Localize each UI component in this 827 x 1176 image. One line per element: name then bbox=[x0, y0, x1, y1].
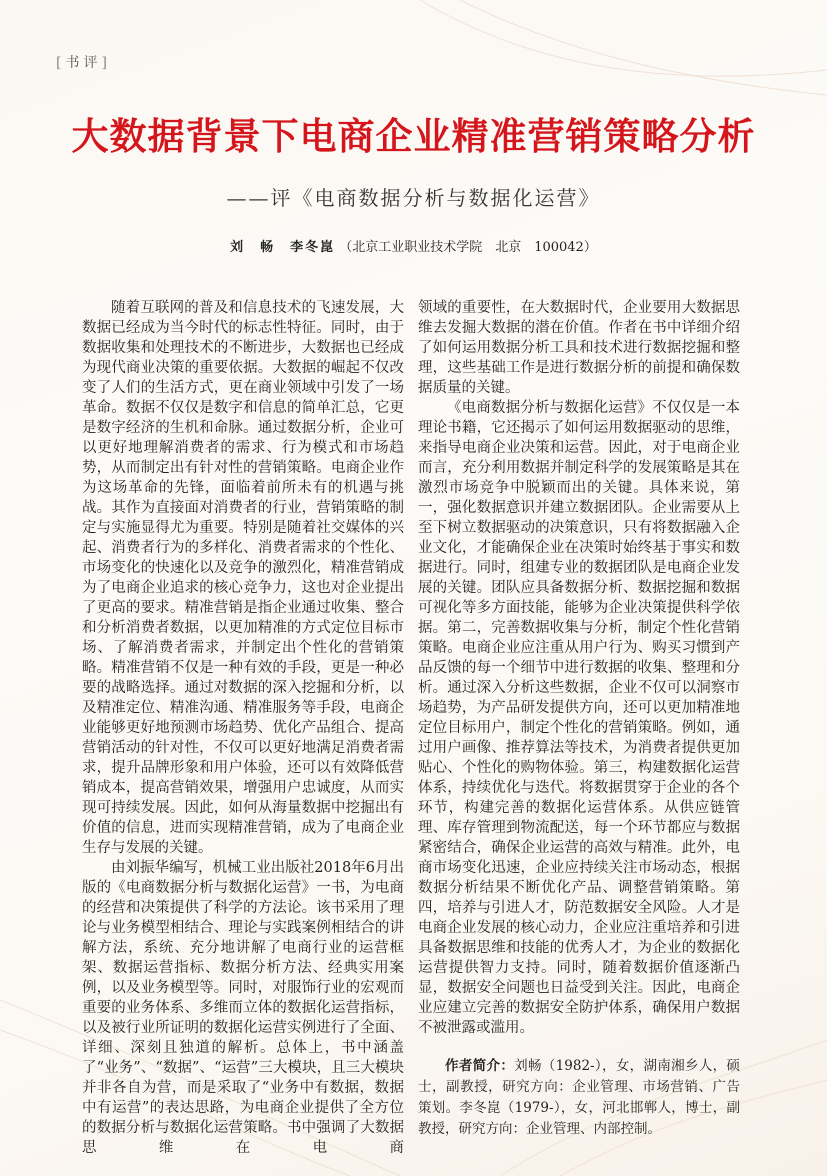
author-line bbox=[0, 236, 827, 255]
body-paragraph: 由刘振华编写，机械工业出版社2018年6月出版的《电商数据分析与数据化运营》一书，为电商的经营和决策提供了科学的方法论。该书采用了理论与业务模型相结合、理论与实践案例相结合的讲解方法，系统、充分地讲解了电商行业的运营框架、数据运营指标、数据分析方法、经典实用案例，以及业务模型等。同时，对服饰行业的宏观而重要的业务体系、多维而立体的数据化运营指标，以及被行业所证明的数据化运营实例进行了全面、详细、深刻且独道的解析。总体上，书中涵盖了“业务”、“数据”、“运营”三大模块，且三大模块并非各自为营，而是采取了“业务中有数据，数据中有运营”的表达思路，为电商企业提供了全方位的数据分析与数据化运营策略。书中强调了大数据思维在电商 bbox=[82, 860, 404, 1156]
section-tag-label: 书评 bbox=[65, 55, 102, 71]
body-paragraph: 随着互联网的普及和信息技术的飞速发展，大数据已经成为当今时代的标志性特征。同时，由于数据收集和处理技术的不断进步，大数据也已经成为现代商业决策的重要依据。大数据的崛起不仅改变了人们的生活方式，更在商业领域中引发了一场革命。数据不仅仅是数字和信息的简单汇总，它更是数字经济的生机和命脉。通过数据分析，企业可以更好地理解消费者的需求、行为模式和市场趋势，从而制定出有针对性的营销策略。电商企业作为这场革命的先锋，面临着前所未有的机遇与挑战。其作为直接面对消费者的行业，营销策略的制定与实施显得尤为重要。特别是随着社交媒体的兴起、消费者行为的多样化、消费者需求的个性化、市场变化的快速化以及竞争的激烈化，精准营销成为了电商企业追求的核心竞争力，这也对企业提出了更高的要求。精准营销是指企业通过收集、整合和分析消费者数据，以更加精准的方式定位目标市场、了解消费者需求，并制定出个性化的营销策略。精准营销不仅是一种有效的手段，更是一种必要的战略选择。通过对数据的深入挖掘和分析，以及精准定位、精准沟通、精准服务等手段，电商企业能够更好地预测市场趋势、优化产品组合、提高营销活动的针对性，不仅可以更好地满足消费者需求，提升品牌形象和用户体验，还可以有效降低营销成本，提高营销效果，增强用户忠诚度，从而实现可持续发展。因此，如何从海量数据中挖掘出有价值的信息，进而实现精准营销，成为了电商企业生存与发展的关键。 bbox=[82, 300, 404, 856]
author-bio bbox=[418, 1056, 740, 1140]
section-tag: [书评] bbox=[56, 55, 111, 71]
left-column bbox=[82, 298, 404, 1158]
author-bio-label: 作者简介： bbox=[445, 1058, 515, 1074]
author-affiliation: （北京工业职业技术学院 北京 100042） bbox=[339, 240, 597, 255]
author-names: 刘 畅 李冬崑 bbox=[230, 240, 336, 255]
article-subtitle: ——评《电商数据分析与数据化运营》 bbox=[226, 186, 601, 210]
article-title: 大数据背景下电商企业精准营销策略分析 bbox=[71, 115, 756, 158]
right-column bbox=[418, 298, 740, 1140]
body-paragraph-continued: 领域的重要性，在大数据时代，企业要用大数据思维去发掘大数据的潜在价值。作者在书中详细介绍了如何运用数据分析工具和技术进行数据挖掘和整理，这些基础工作是进行数据分析的前提和确保数据质量的关键。 bbox=[418, 300, 740, 396]
author-bio-text: 刘畅（1982-），女，湖南湘乡人，硕士，副教授，研究方向：企业管理、市场营销、广告策划。李冬崑（1979-），女，河北邯郸人，博士，副教授，研究方向：企业管理、内部控制。 bbox=[418, 1058, 741, 1137]
body-paragraph: 《电商数据分析与数据化运营》不仅仅是一本理论书籍，它还揭示了如何运用数据驱动的思维，来指导电商企业决策和运营。因此，对于电商企业而言，充分利用数据并制定科学的发展策略是其在激烈市场竞争中脱颖而出的关键。具体来说，第一，强化数据意识并建立数据团队。企业需要从上至下树立数据驱动的决策意识，只有将数据融入企业文化，才能确保企业在决策时始终基于事实和数据进行。同时，组建专业的数据团队是电商企业发展的关键。团队应具备数据分析、数据挖掘和数据可视化等多方面技能，能够为企业决策提供科学依据。第二，完善数据收集与分析，制定个性化营销策略。电商企业应注重从用户行为、购买习惯到产品反馈的每一个细节中进行数据的收集、整理和分析。通过深入分析这些数据，企业不仅可以洞察市场趋势，为产品研发提供方向，还可以更加精准地定位目标用户，制定个性化的营销策略。例如，通过用户画像、推荐算法等技术，为消费者提供更加贴心、个性化的购物体验。第三，构建数据化运营体系，持续优化与迭代。将数据贯穿于企业的各个环节，构建完善的数据化运营体系。从供应链管理、库存管理到物流配送，每一个环节都应与数据紧密结合，确保企业运营的高效与精准。此外，电商市场变化迅速，企业应持续关注市场动态，根据数据分析结果不断优化产品、调整营销策略。第四，培养与引进人才，防范数据安全风险。人才是电商企业发展的核心动力，企业应注重培养和引进具备数据思维和技能的优秀人才，为企业的数据化运营提供智力支持。同时，随着数据价值逐渐凸显，数据安全问题也日益受到关注。因此，电商企业应建立完善的数据安全防护体系，确保用户数据不被泄露或滥用。 bbox=[418, 400, 740, 1036]
